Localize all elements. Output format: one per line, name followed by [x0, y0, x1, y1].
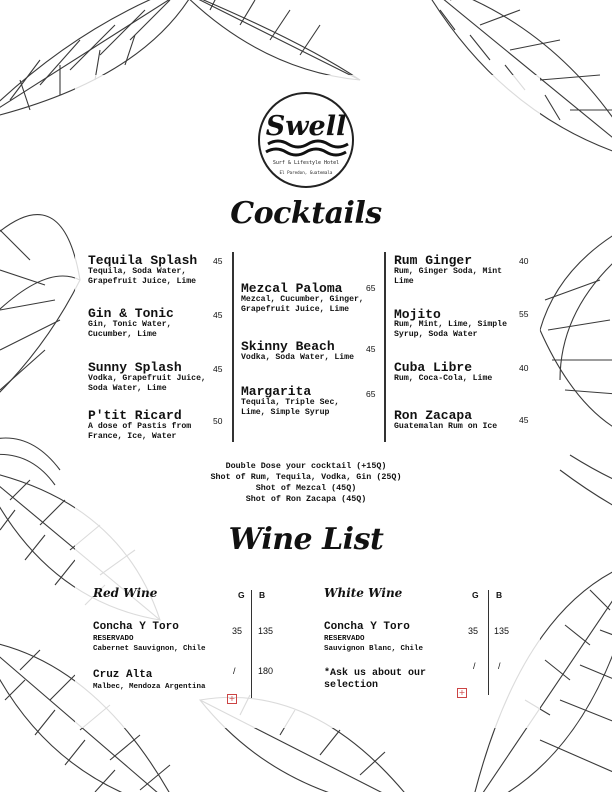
wine-glass-price: / — [473, 661, 476, 671]
wine-glass-price: 35 — [468, 626, 479, 636]
bottle-column-header: B — [259, 590, 266, 600]
wine-name: Concha Y Toro — [324, 621, 410, 633]
shot-note: Shot of Ron Zacapa (45Q) — [245, 494, 367, 504]
cocktail-name: Cuba Libre — [394, 360, 473, 375]
cocktail-price: 65 — [366, 389, 376, 399]
wine-subtitle: RESERVADO — [324, 635, 365, 643]
cocktail-name: Tequila Splash — [88, 253, 198, 268]
cocktail-name: Skinny Beach — [241, 339, 335, 354]
cocktail-name: Mojito — [394, 307, 441, 322]
cocktail-price: 55 — [519, 309, 529, 319]
wine-name: Concha Y Toro — [93, 621, 179, 633]
cocktail-desc: Gin, Tonic Water, Cucumber, Lime — [88, 320, 172, 339]
cocktail-name: P'tit Ricard — [88, 408, 182, 423]
shot-note: Shot of Mezcal (45Q) — [255, 483, 357, 493]
cocktail-desc: Vodka, Grapefruit Juice, Soda Water, Lime — [88, 374, 206, 393]
wine-desc: Sauvignon Blanc, Chile — [324, 645, 424, 653]
wine-desc: Malbec, Mendoza Argentina — [93, 683, 206, 691]
cocktails-heading: Cocktails — [230, 196, 382, 231]
cocktail-desc: Tequila, Triple Sec, Lime, Simple Syrup — [241, 398, 340, 417]
cocktail-price: 45 — [213, 364, 223, 374]
cocktail-name: Mezcal Paloma — [241, 281, 343, 296]
cocktail-desc: A dose of Pastis from France, Ice, Water — [88, 422, 192, 441]
cocktail-price: 50 — [213, 416, 223, 426]
cocktail-name: Margarita — [241, 384, 312, 399]
cocktail-desc: Rum, Mint, Lime, Simple Syrup, Soda Water — [394, 320, 508, 339]
cocktail-desc: Vodka, Soda Water, Lime — [241, 353, 355, 362]
wine-ask-note: *Ask us about our — [324, 668, 427, 679]
cocktail-price: 45 — [519, 415, 529, 425]
cocktail-desc: Rum, Coca-Cola, Lime — [394, 374, 493, 383]
wine-divider — [251, 590, 252, 698]
cocktail-name: Gin & Tonic — [88, 306, 174, 321]
wine-bottle-price: 135 — [258, 626, 274, 636]
svg-text:El Paredon, Guatemala: El Paredon, Guatemala — [279, 170, 333, 175]
glass-column-header: G — [238, 590, 245, 600]
wine-glass-price: / — [233, 666, 236, 676]
bottle-column-header: B — [496, 590, 503, 600]
cocktail-price: 65 — [366, 283, 376, 293]
red-wine-heading: Red Wine — [93, 586, 158, 600]
cocktail-name: Ron Zacapa — [394, 408, 473, 423]
wine-desc: Cabernet Sauvignon, Chile — [93, 645, 206, 653]
add-icon[interactable]: + — [228, 694, 236, 703]
wine-bottle-price: 135 — [494, 626, 510, 636]
wine-divider — [488, 590, 489, 695]
cocktail-desc: Guatemalan Rum on Ice — [394, 422, 498, 431]
cocktail-name: Rum Ginger — [394, 253, 473, 268]
cocktail-price: 40 — [519, 363, 529, 373]
glass-column-header: G — [472, 590, 479, 600]
logo-text: Swell — [265, 111, 347, 142]
cocktail-price: 45 — [213, 256, 223, 266]
shot-note: Shot of Rum, Tequila, Vodka, Gin (25Q) — [210, 472, 402, 482]
cocktail-name: Sunny Splash — [88, 360, 182, 375]
column-divider — [232, 252, 234, 442]
white-wine-heading: White Wine — [324, 586, 403, 600]
cocktail-price: 40 — [519, 256, 529, 266]
wine-ask-note-cont: selection — [324, 680, 379, 691]
cocktail-desc: Mezcal, Cucumber, Ginger, Grapefruit Juice, Lime — [241, 295, 364, 314]
swell-logo — [256, 90, 356, 190]
column-divider — [384, 252, 386, 442]
add-icon[interactable]: + — [458, 688, 466, 697]
cocktail-price: 45 — [213, 310, 223, 320]
wine-bottle-price: 180 — [258, 666, 274, 676]
cocktail-price: 45 — [366, 344, 376, 354]
svg-text:Surf & Lifestyle Hotel: Surf & Lifestyle Hotel — [272, 160, 340, 166]
cocktail-desc: Rum, Ginger Soda, Mint Lime — [394, 267, 503, 286]
wine-bottle-price: / — [498, 661, 501, 671]
wine-name: Cruz Alta — [93, 669, 153, 681]
double-dose-note: Double Dose your cocktail (+15Q) — [225, 461, 387, 471]
wine-glass-price: 35 — [232, 626, 243, 636]
wine-subtitle: RESERVADO — [93, 635, 134, 643]
cocktail-desc: Tequila, Soda Water, Grapefruit Juice, Lime — [88, 267, 197, 286]
wine-list-heading: Wine List — [228, 522, 384, 557]
